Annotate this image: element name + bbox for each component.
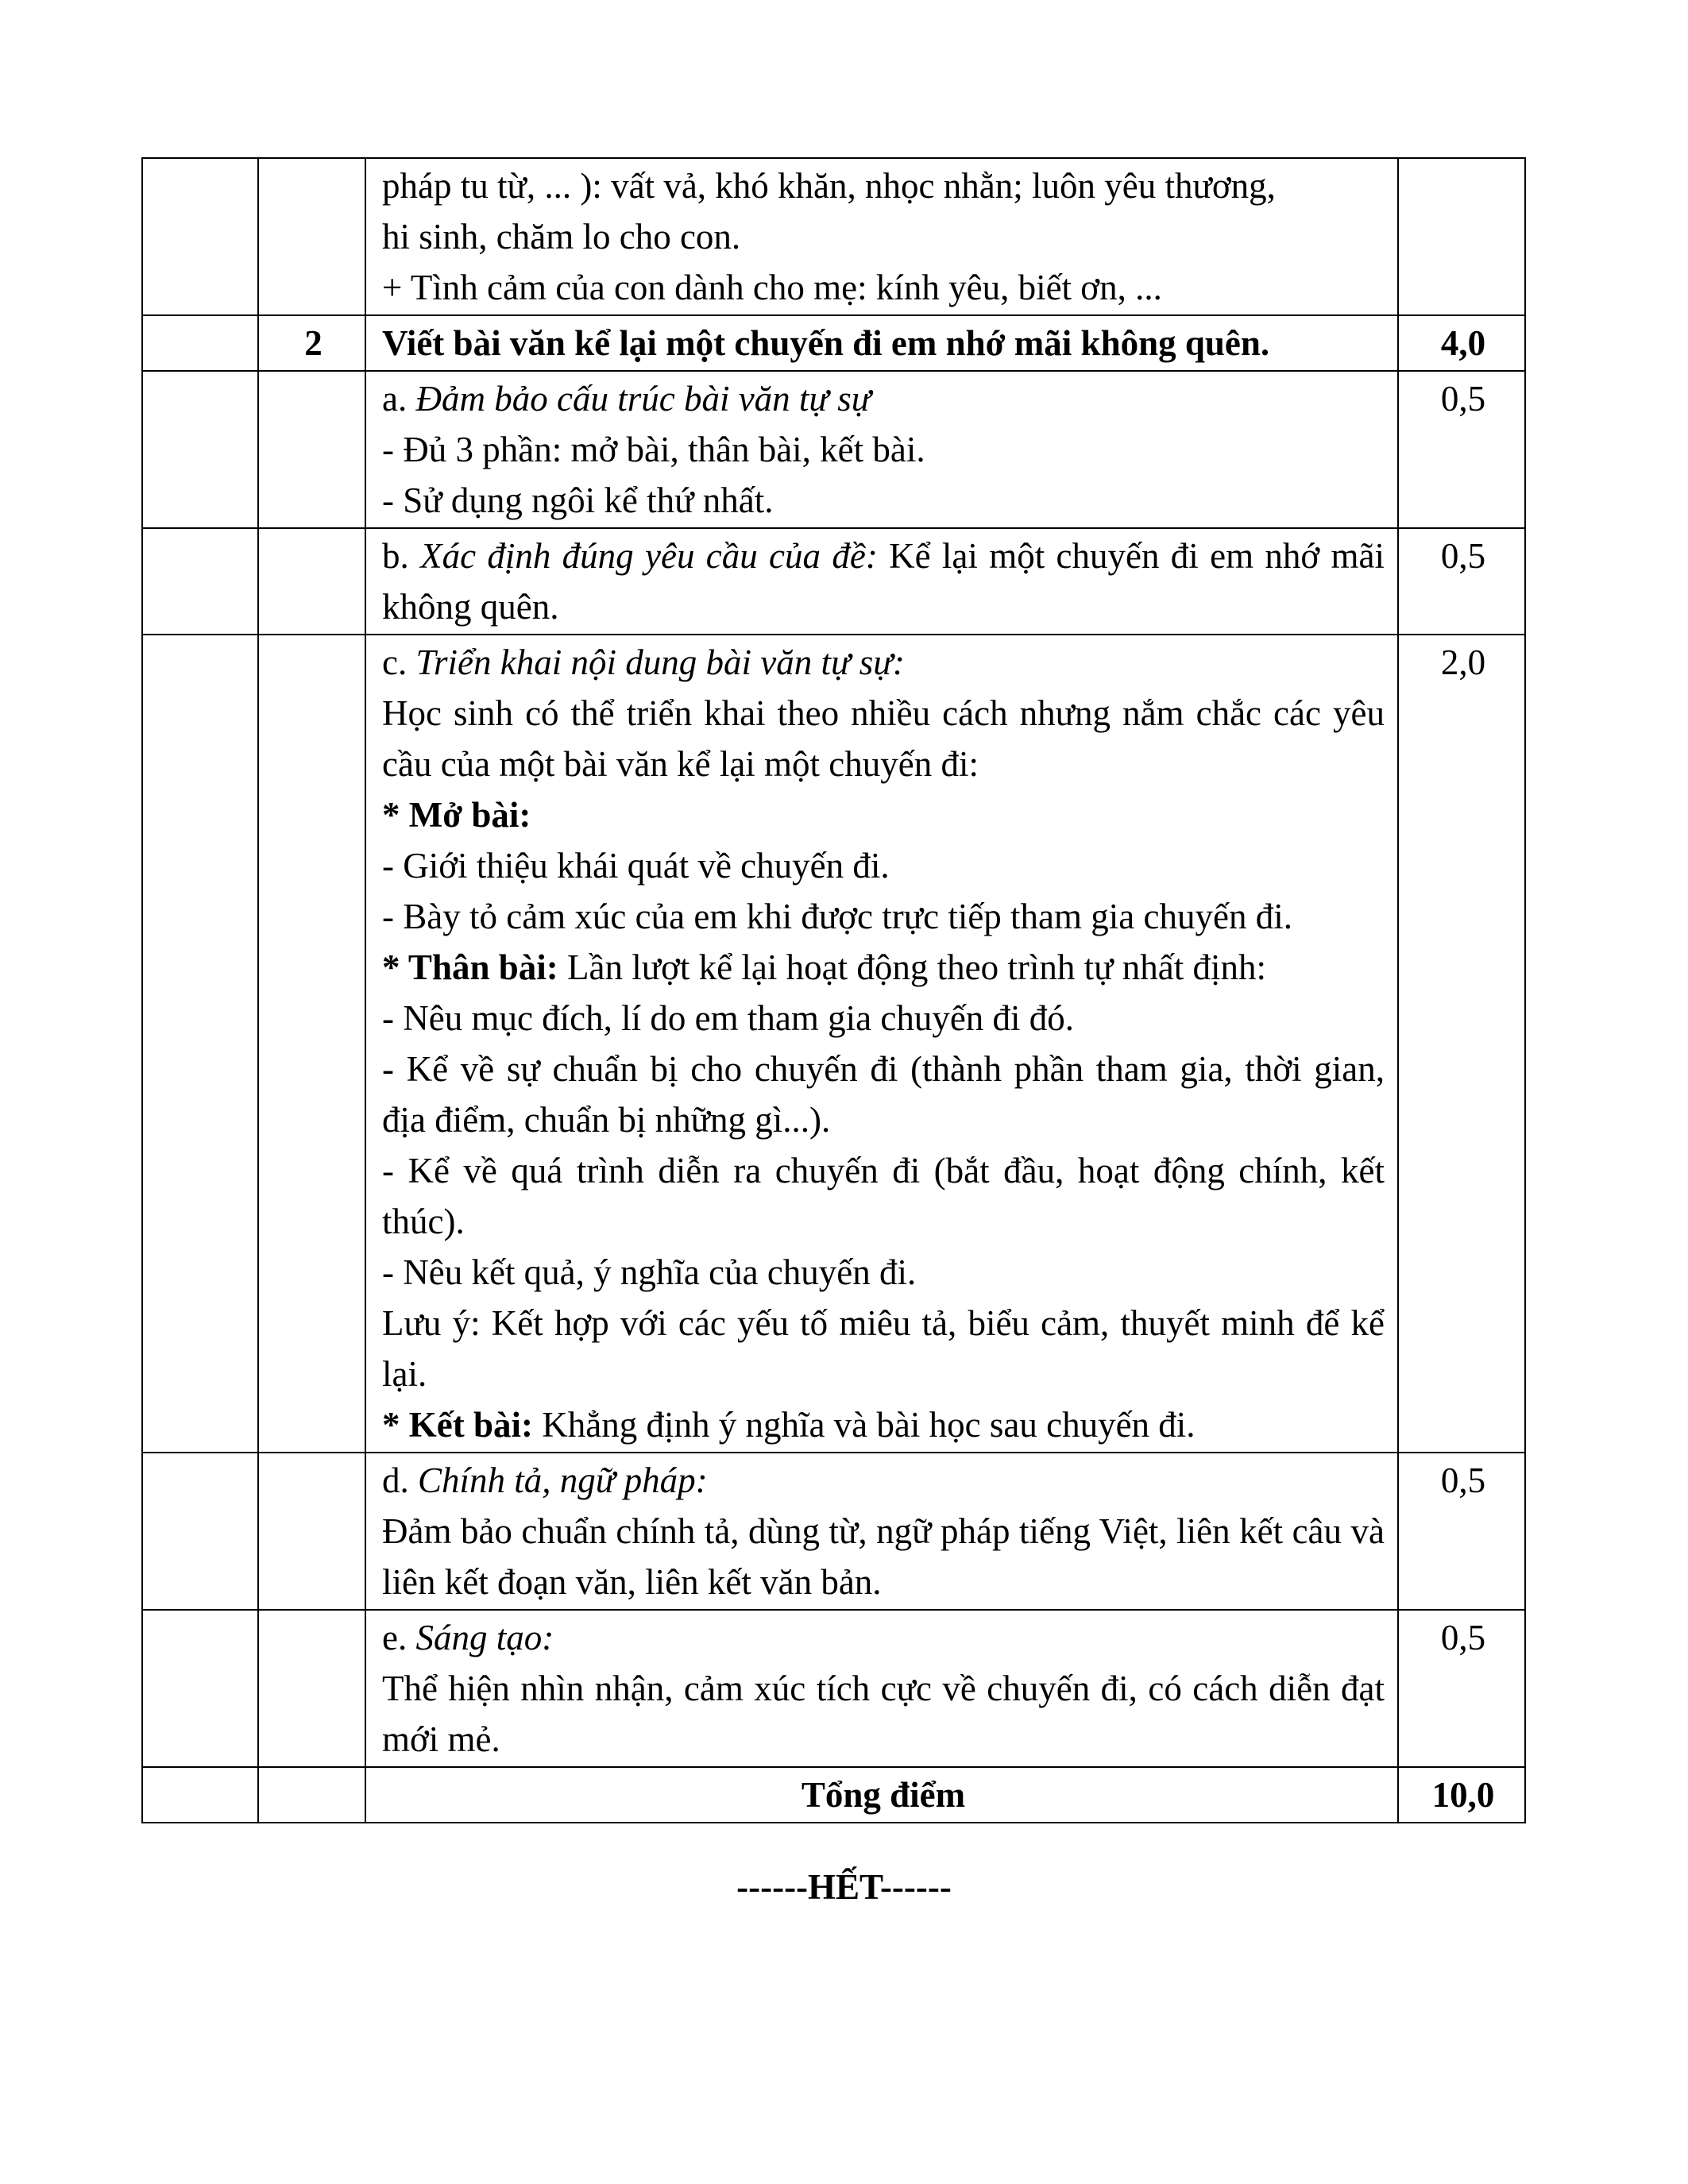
cell-question: [258, 1453, 365, 1610]
total-label: Tổng điểm: [365, 1767, 1398, 1823]
content-line: Đảm bảo chuẩn chính tả, dùng từ, ngữ pháp tiếng Việt, liên kết câu và liên kết đoạn văn, liên kết văn bản.: [382, 1511, 1385, 1602]
question-score: 4,0: [1398, 315, 1525, 371]
criterion-heading: Chính tả, ngữ pháp:: [418, 1461, 708, 1500]
content-line: Học sinh có thể triển khai theo nhiều cách nhưng nắm chắc các yêu cầu của một bài văn kể lại một chuyến đi:: [382, 693, 1385, 784]
cell-content: [365, 158, 1398, 315]
scoring-table: [141, 157, 1526, 1823]
criterion-e: [365, 1610, 1398, 1767]
criterion-b: [365, 528, 1398, 635]
cell-question: [258, 371, 365, 528]
total-score: 10,0: [1398, 1767, 1525, 1823]
content-line: - Kể về sự chuẩn bị cho chuyến đi (thành phần tham gia, thời gian, địa điểm, chuẩn bị những gì...).: [382, 1049, 1385, 1140]
table-row: [142, 635, 1525, 1453]
criterion-prefix: d.: [382, 1461, 418, 1500]
table-row: [142, 371, 1525, 528]
criterion-prefix: a.: [382, 379, 416, 419]
table-row: [142, 1767, 1525, 1823]
table-row: [142, 158, 1525, 315]
cell-question: [258, 635, 365, 1453]
criterion-d: [365, 1453, 1398, 1610]
criterion-a: [365, 371, 1398, 528]
criterion-score: 0,5: [1398, 528, 1525, 635]
content-line: - Nêu kết quả, ý nghĩa của chuyến đi.: [382, 1252, 917, 1292]
cell-part: [142, 635, 258, 1453]
content-line: Khẳng định ý nghĩa và bài học sau chuyến đi.: [532, 1405, 1196, 1445]
cell-question: [258, 158, 365, 315]
content-line: - Kể về quá trình diễn ra chuyến đi (bắt đầu, hoạt động chính, kết thúc).: [382, 1151, 1385, 1241]
criterion-heading: Đảm bảo cấu trúc bài văn tự sự: [415, 379, 871, 419]
content-line: - Đủ 3 phần: mở bài, thân bài, kết bài.: [382, 430, 925, 469]
content-line: + Tình cảm của con dành cho mẹ: kính yêu, biết ơn, ...: [382, 268, 1162, 307]
cell-part: [142, 1767, 258, 1823]
note-line: Lưu ý: Kết hợp với các yếu tố miêu tả, biểu cảm, thuyết minh để kể lại.: [382, 1303, 1385, 1394]
criterion-prefix: e.: [382, 1618, 416, 1657]
criterion-prefix: b.: [382, 536, 421, 576]
criterion-heading: Sáng tạo:: [415, 1618, 554, 1657]
question-number: 2: [258, 315, 365, 371]
criterion-c: [365, 635, 1398, 1453]
criterion-score: 0,5: [1398, 371, 1525, 528]
cell-part: [142, 528, 258, 635]
criterion-prefix: c.: [382, 642, 416, 682]
cell-part: [142, 315, 258, 371]
content-line: - Sử dụng ngôi kể thứ nhất.: [382, 480, 774, 520]
criterion-text: Kể lại một chuyến đi em nhớ mãi không quên.: [382, 536, 1385, 627]
criterion-heading: Xác định đúng yêu cầu của đề:: [420, 536, 878, 576]
table-row: [142, 528, 1525, 635]
criterion-score: 0,5: [1398, 1453, 1525, 1610]
content-line: Lần lượt kể lại hoạt động theo trình tự nhất định:: [558, 947, 1266, 987]
section-label-intro: * Mở bài:: [382, 795, 531, 835]
cell-score: [1398, 158, 1525, 315]
cell-part: [142, 1453, 258, 1610]
content-line: pháp tu từ, ... ): vất vả, khó khăn, nhọc nhằn; luôn yêu thương,: [382, 166, 1276, 206]
content-line: Thể hiện nhìn nhận, cảm xúc tích cực về chuyến đi, có cách diễn đạt mới mẻ.: [382, 1669, 1385, 1759]
cell-part: [142, 158, 258, 315]
cell-question: [258, 1610, 365, 1767]
table-row: [142, 1610, 1525, 1767]
table-row: [142, 1453, 1525, 1610]
cell-part: [142, 371, 258, 528]
end-marker: ------HẾT------: [736, 1867, 952, 1907]
content-line: - Giới thiệu khái quát về chuyến đi.: [382, 846, 890, 886]
section-label-conclusion: * Kết bài:: [382, 1405, 533, 1445]
cell-question: [258, 1767, 365, 1823]
question-title: Viết bài văn kể lại một chuyến đi em nhớ mãi không quên.: [365, 315, 1398, 371]
cell-question: [258, 528, 365, 635]
table-row: [142, 315, 1525, 371]
criterion-score: 2,0: [1398, 635, 1525, 1453]
criterion-score: 0,5: [1398, 1610, 1525, 1767]
content-line: - Nêu mục đích, lí do em tham gia chuyến đi đó.: [382, 998, 1075, 1038]
section-label-body: * Thân bài:: [382, 947, 558, 987]
content-line: - Bày tỏ cảm xúc của em khi được trực tiếp tham gia chuyến đi.: [382, 897, 1292, 936]
content-line: hi sinh, chăm lo cho con.: [382, 217, 741, 257]
cell-part: [142, 1610, 258, 1767]
criterion-heading: Triển khai nội dung bài văn tự sự:: [415, 642, 905, 682]
